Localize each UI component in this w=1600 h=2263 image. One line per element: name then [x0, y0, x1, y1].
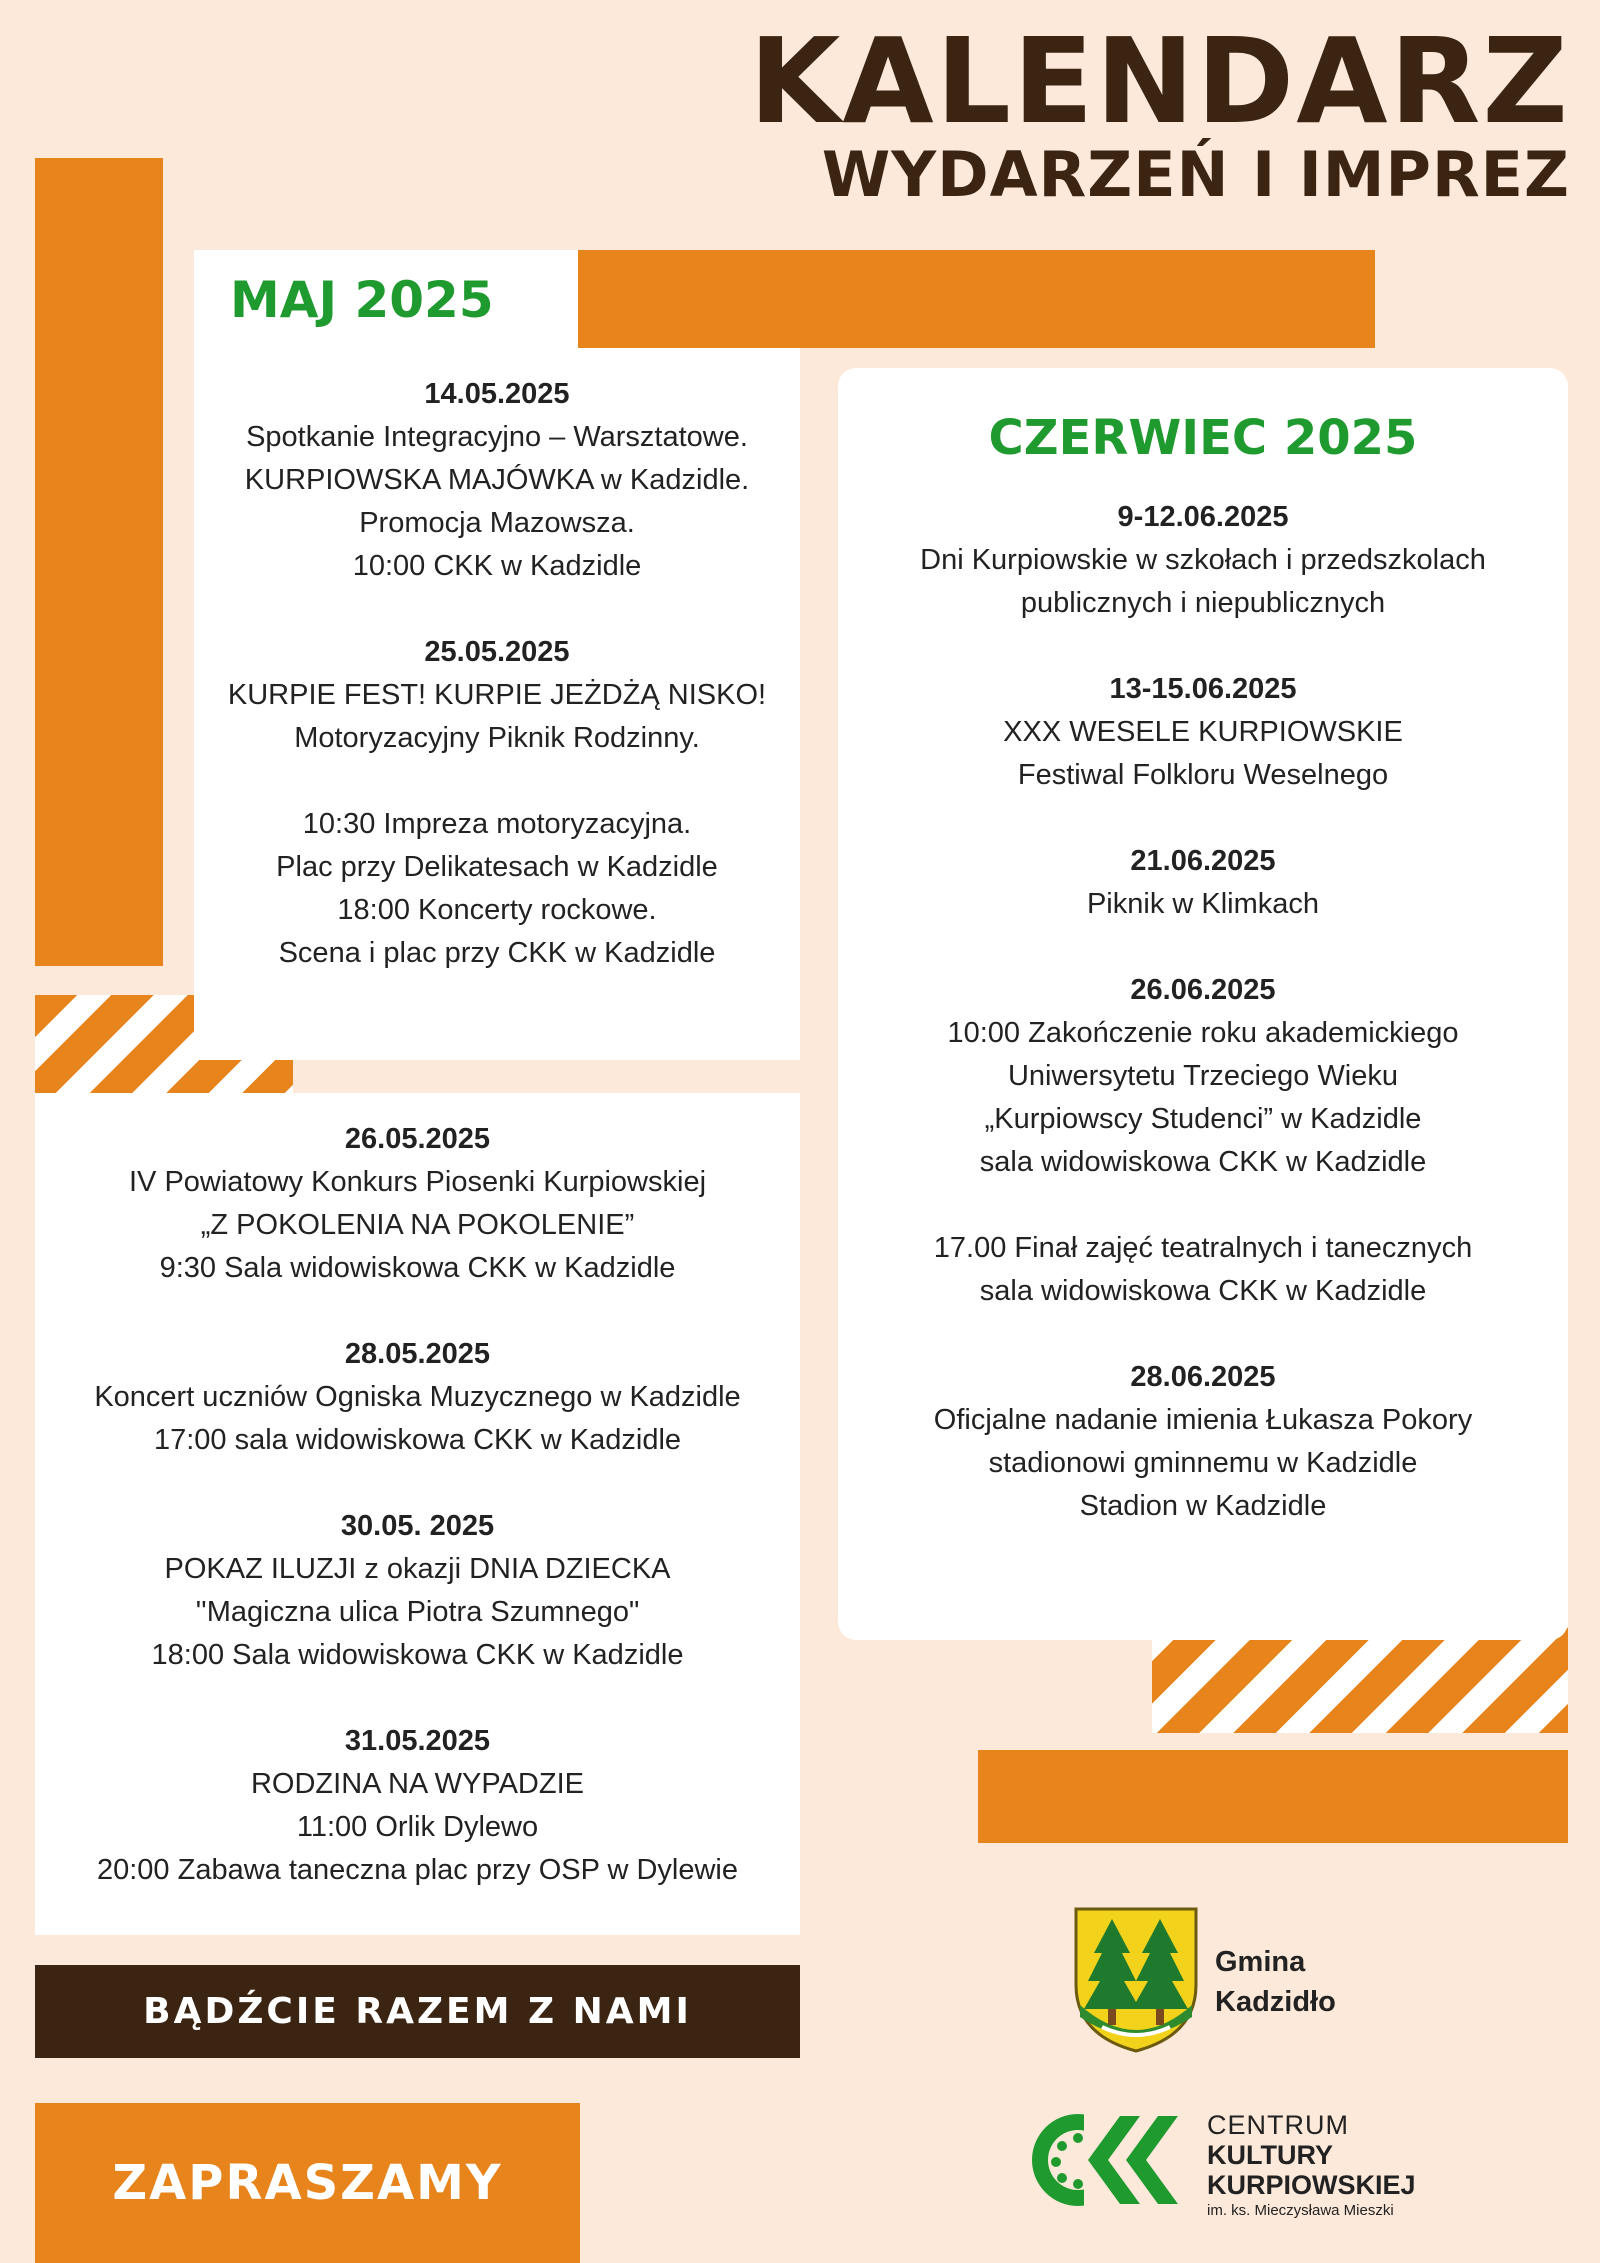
- invite-box: [35, 2103, 580, 2263]
- together-banner: [35, 1965, 800, 2058]
- event-line: 20:00 Zabawa taneczna plac przy OSP w Dylewie: [96, 1854, 739, 1886]
- event-line: XXX WESELE KURPIOWSKIE: [1003, 716, 1403, 748]
- event-line: Dni Kurpiowskie w szkołach i przedszkolach: [920, 544, 1486, 576]
- event-date: 31.05.2025: [344, 1725, 491, 1757]
- left-orange-bar: [35, 158, 163, 966]
- event-30-05: [35, 1505, 800, 1677]
- gmina-line1: Gmina: [1215, 1946, 1306, 1978]
- event-line: POKAZ ILUZJI z okazji DNIA DZIECKA: [164, 1553, 671, 1585]
- event-line: RODZINA NA WYPADZIE: [250, 1768, 584, 1800]
- coat-of-arms-icon: [1072, 1905, 1200, 2053]
- event-line: Festiwal Folkloru Weselnego: [1017, 759, 1389, 791]
- event-line: Scena i plac przy CKK w Kadzidle: [278, 937, 716, 969]
- event-line: publicznych i niepublicznych: [1020, 587, 1386, 619]
- event-line: Piknik w Klimkach: [1086, 888, 1320, 920]
- event-date: 26.06.2025: [1130, 974, 1276, 1006]
- event-line: sala widowiskowa CKK w Kadzidle: [979, 1275, 1427, 1307]
- event-line: 11:00 Orlik Dylewo: [296, 1811, 539, 1843]
- event-28-05: [35, 1333, 800, 1462]
- gmina-name: [1215, 1942, 1336, 2022]
- ckk-line3: KURPIOWSKIEJ: [1207, 2170, 1416, 2200]
- event-26-05: [35, 1118, 800, 1290]
- gmina-logo: [1072, 1905, 1200, 2053]
- event-line: ''Magiczna ulica Piotra Szumnego": [195, 1596, 640, 1628]
- event-line: 18:00 Sala widowiskowa CKK w Kadzidle: [151, 1639, 684, 1671]
- event-line: Spotkanie Integracyjno – Warsztatowe.: [246, 421, 748, 453]
- top-orange-bar: [578, 250, 1375, 348]
- event-date: 13-15.06.2025: [1109, 673, 1297, 705]
- page-subtitle: WYDARZEŃ I IMPREZ: [821, 138, 1570, 211]
- event-date: 14.05.2025: [424, 378, 570, 410]
- page-title: KALENDARZ: [748, 12, 1570, 150]
- june-panel: [838, 368, 1568, 1640]
- event-line: 17.00 Finał zajęć teatralnych i tanecznych: [933, 1232, 1473, 1264]
- event-line: KURPIOWSKA MAJÓWKA w Kadzidle.: [244, 464, 750, 496]
- event-line: 10:00 Zakończenie roku akademickiego: [947, 1017, 1459, 1049]
- ckk-line1: CENTRUM: [1207, 2110, 1349, 2140]
- event-date: 30.05. 2025: [340, 1510, 495, 1542]
- together-banner-text: BĄDŹCIE RAZEM Z NAMI: [143, 1991, 692, 2032]
- event-28-06: [838, 1356, 1568, 1528]
- event-date: 21.06.2025: [1130, 845, 1276, 877]
- may-top-panel: [194, 348, 800, 1060]
- event-date: 25.05.2025: [424, 636, 570, 668]
- event-line: 17:00 sala widowiskowa CKK w Kadzidle: [153, 1424, 682, 1456]
- ckk-name: [1207, 2110, 1416, 2222]
- ckk-line2: KULTURY: [1207, 2140, 1333, 2170]
- event-25-05: [194, 631, 800, 975]
- event-line: IV Powiatowy Konkurs Piosenki Kurpiowskiej: [128, 1166, 707, 1198]
- event-26-06: [838, 969, 1568, 1313]
- event-line: stadionowi gminnemu w Kadzidle: [988, 1447, 1418, 1479]
- gmina-line2: Kadzidło: [1215, 1986, 1336, 2018]
- event-line: Koncert uczniów Ogniska Muzycznego w Kadzidle: [94, 1381, 741, 1413]
- event-21-06: [838, 840, 1568, 926]
- event-line: 9:30 Sala widowiskowa CKK w Kadzidle: [159, 1252, 676, 1284]
- event-line: 18:00 Koncerty rockowe.: [337, 894, 657, 926]
- event-date: 28.05.2025: [344, 1338, 491, 1370]
- may-heading: MAJ 2025: [230, 271, 494, 329]
- june-heading: CZERWIEC 2025: [988, 410, 1418, 466]
- event-31-05: [35, 1720, 800, 1892]
- invite-text: ZAPRASZAMY: [112, 2155, 503, 2211]
- event-line: Oficjalne nadanie imienia Łukasza Pokory: [933, 1404, 1473, 1436]
- event-line: Promocja Mazowsza.: [359, 507, 635, 539]
- event-line: Stadion w Kadzidle: [1079, 1490, 1327, 1522]
- event-line: 10:30 Impreza motoryzacyjna.: [302, 808, 692, 840]
- event-line: Plac przy Delikatesach w Kadzidle: [276, 851, 718, 883]
- event-line: Motoryzacyjny Piknik Rodzinny.: [294, 722, 700, 754]
- event-line: „Kurpiowscy Studenci” w Kadzidle: [984, 1103, 1422, 1135]
- right-orange-bar: [978, 1750, 1568, 1843]
- event-line: Uniwersytetu Trzeciego Wieku: [1007, 1060, 1399, 1092]
- event-date: 9-12.06.2025: [1117, 501, 1289, 533]
- event-line: „Z POKOLENIA NA POKOLENIE”: [200, 1209, 635, 1241]
- event-date: 26.05.2025: [344, 1123, 491, 1155]
- event-9-12-06: [838, 496, 1568, 625]
- ckk-logo: [1028, 2108, 1180, 2212]
- event-date: 28.06.2025: [1130, 1361, 1276, 1393]
- event-14-05: [194, 373, 800, 588]
- event-13-15-06: [838, 668, 1568, 797]
- event-line: 10:00 CKK w Kadzidle: [352, 550, 642, 582]
- may-bottom-panel: [35, 1093, 800, 1935]
- ckk-line4: im. ks. Mieczysława Mieszki: [1207, 2202, 1394, 2219]
- ckk-emblem-icon: [1028, 2108, 1180, 2212]
- event-line: sala widowiskowa CKK w Kadzidle: [979, 1146, 1427, 1178]
- event-line: KURPIE FEST! KURPIE JEŻDŻĄ NISKO!: [227, 679, 767, 711]
